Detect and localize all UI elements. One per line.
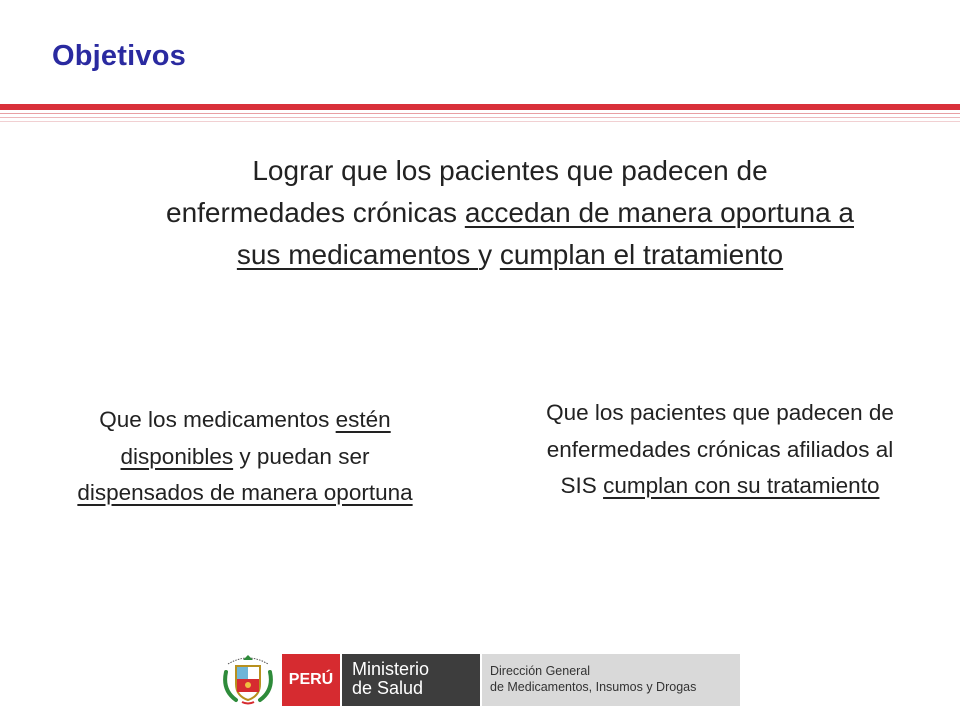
main-objective-underlined: accedan de manera oportuna a sus medicamentos [236,197,854,270]
header-divider [0,104,960,122]
ministry-label [342,654,480,706]
divider-thin-line [0,117,960,118]
ministry-line-2: de Salud [352,678,424,698]
divider-thin-line [0,113,960,114]
main-objective-underlined: cumplan el tratamiento [499,239,784,270]
slide-title: Objetivos [52,40,186,72]
specific-objective-right [530,395,910,505]
direction-line-1: Dirección General [490,664,591,678]
main-objective-text: Lograr que los pacientes que padecen de enfermedades crónicas [166,155,768,228]
left-objective-text: y puedan ser [233,443,370,469]
direction-line-2: de Medicamentos, Insumos y Drogas [490,680,697,694]
specific-objective-left [70,402,420,512]
main-objective-text: y [478,239,500,270]
peru-label: PERÚ [282,654,340,706]
direction-label [482,654,740,706]
right-objective-underlined: cumplan con su tratamiento [603,473,880,498]
peru-coat-of-arms-icon [222,650,274,706]
left-objective-underlined: estén disponibles [120,407,391,469]
ministry-line-1: Ministerio [352,659,430,679]
main-objective [160,150,860,276]
divider-thin-line [0,121,960,122]
right-objective-text: Que los pacientes que padecen de enfermedades crónicas afiliados al SIS [546,400,894,498]
left-objective-text: Que los medicamentos [99,407,336,432]
ministry-logo-footer [208,648,748,708]
divider-thick-line [0,104,960,110]
left-objective-underlined: dispensados de manera oportuna [77,480,413,505]
